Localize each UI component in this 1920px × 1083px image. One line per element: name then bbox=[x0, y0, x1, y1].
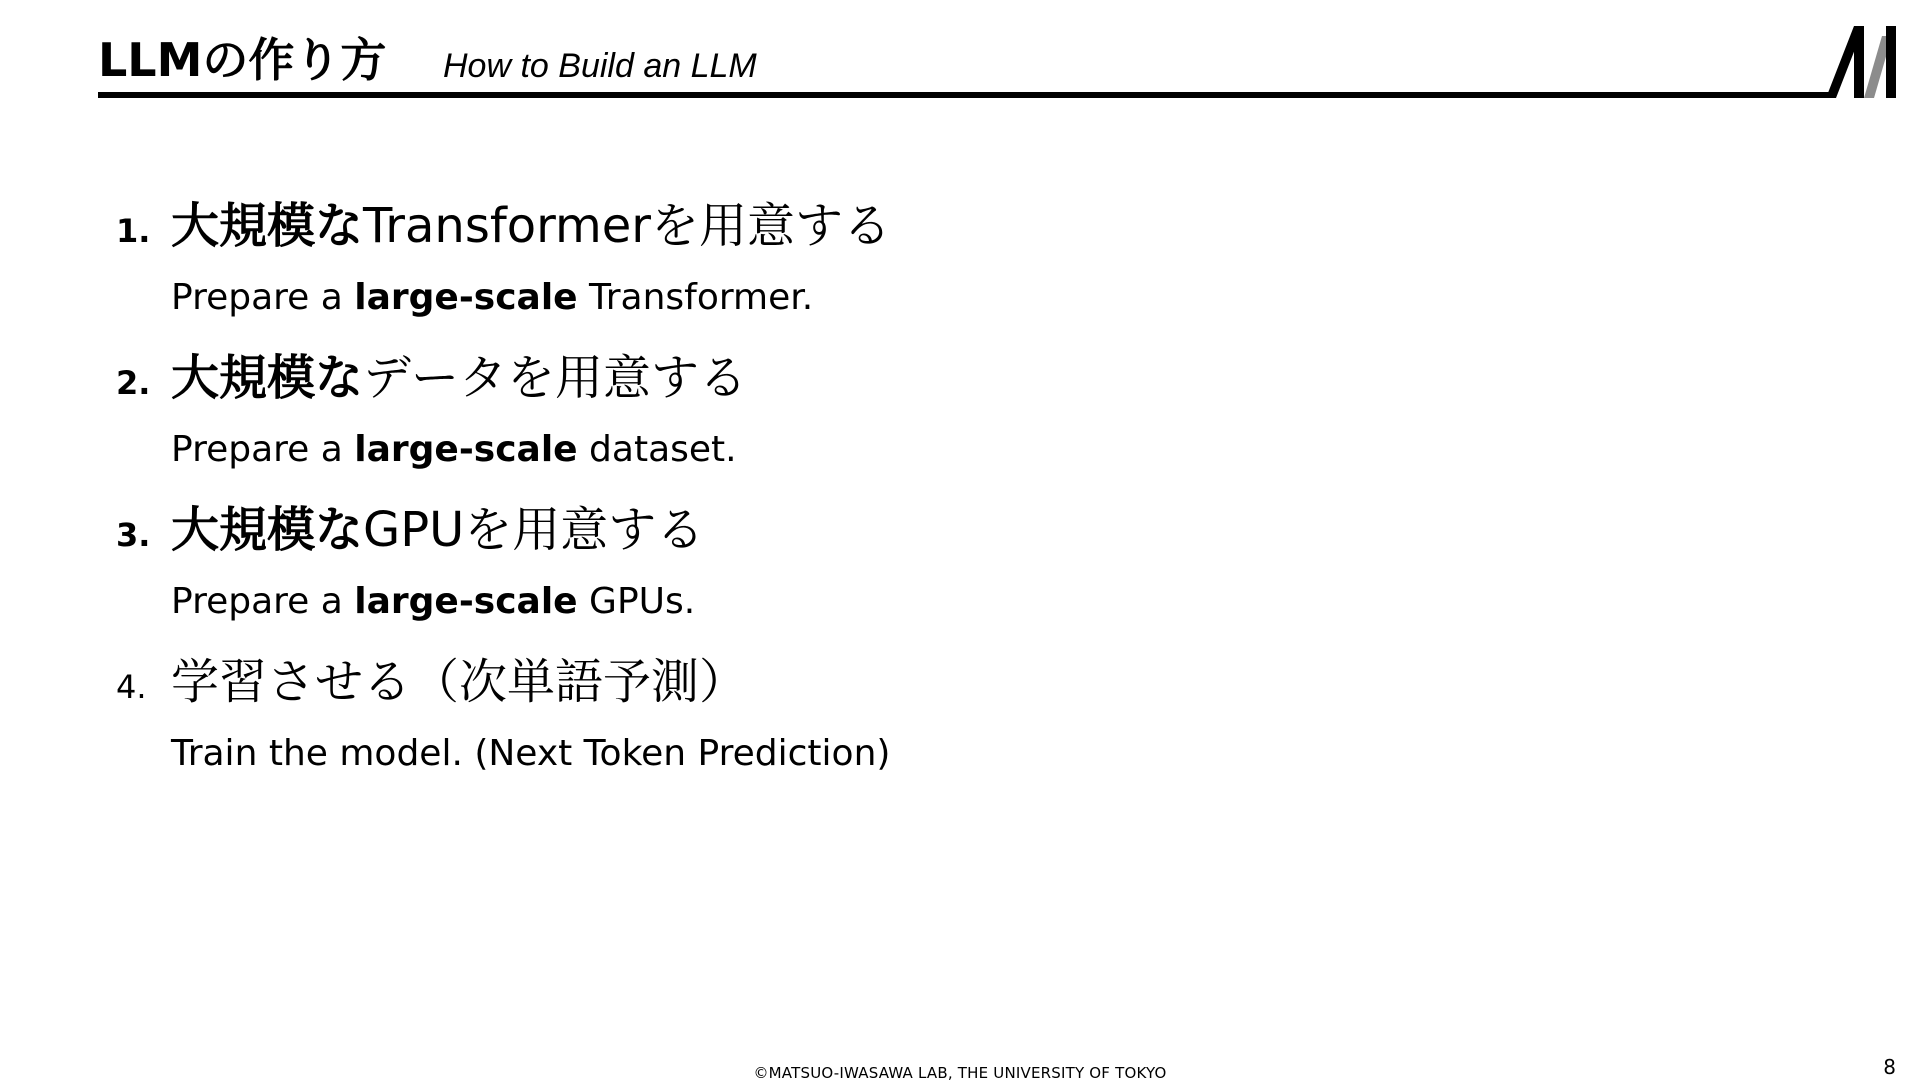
list-item bbox=[116, 494, 1716, 646]
step-description-en-post: Transformer. bbox=[577, 277, 814, 318]
list-item bbox=[116, 342, 1716, 494]
slide-header bbox=[98, 28, 1828, 94]
step-description-en-post: GPUs. bbox=[577, 581, 696, 622]
step-heading-jp bbox=[171, 190, 891, 262]
steps-list bbox=[116, 190, 1716, 798]
step-number: 3. bbox=[116, 516, 151, 554]
list-item bbox=[116, 190, 1716, 342]
step-description-en-pre: Prepare a bbox=[171, 581, 355, 622]
step-description-en-emphasis: large-scale bbox=[354, 429, 578, 470]
step-number: 1. bbox=[116, 212, 151, 250]
step-description-en bbox=[171, 580, 695, 624]
step-description-en bbox=[171, 276, 813, 320]
step-description-en-emphasis: large-scale bbox=[354, 581, 578, 622]
step-description-en-emphasis: large-scale bbox=[354, 277, 578, 318]
step-description-en bbox=[171, 732, 890, 776]
step-heading-jp-text: Transformerを用意する bbox=[363, 198, 892, 254]
step-heading-jp-emphasis: 大規模な bbox=[171, 350, 364, 406]
step-heading-jp bbox=[171, 646, 747, 718]
step-heading-jp-emphasis: 大規模な bbox=[171, 198, 364, 254]
page-number: 8 bbox=[1883, 1055, 1896, 1079]
slide-title-en: How to Build an LLM bbox=[443, 47, 757, 85]
lab-logo-icon bbox=[1826, 26, 1896, 98]
step-heading-jp bbox=[171, 494, 704, 566]
step-number: 4. bbox=[116, 668, 147, 706]
step-heading-jp bbox=[171, 342, 747, 414]
footer-copyright: ©MATSUO-IWASAWA LAB, THE UNIVERSITY OF TOKYO bbox=[753, 1064, 1167, 1082]
step-description-en-pre: Train the model. (Next Token Prediction) bbox=[171, 733, 891, 774]
slide-title-jp: LLMの作り方 bbox=[98, 33, 387, 87]
step-description-en-pre: Prepare a bbox=[171, 277, 355, 318]
step-description-en-pre: Prepare a bbox=[171, 429, 355, 470]
step-description-en-post: dataset. bbox=[577, 429, 737, 470]
header-divider bbox=[98, 92, 1830, 98]
step-heading-jp-emphasis: 大規模な bbox=[171, 502, 364, 558]
step-heading-jp-text: データを用意する bbox=[363, 350, 748, 406]
step-number: 2. bbox=[116, 364, 151, 402]
list-item bbox=[116, 646, 1716, 798]
step-description-en bbox=[171, 428, 737, 472]
step-heading-jp-text: 学習させる（次単語予測） bbox=[171, 654, 748, 710]
step-heading-jp-text: GPUを用意する bbox=[363, 502, 705, 558]
